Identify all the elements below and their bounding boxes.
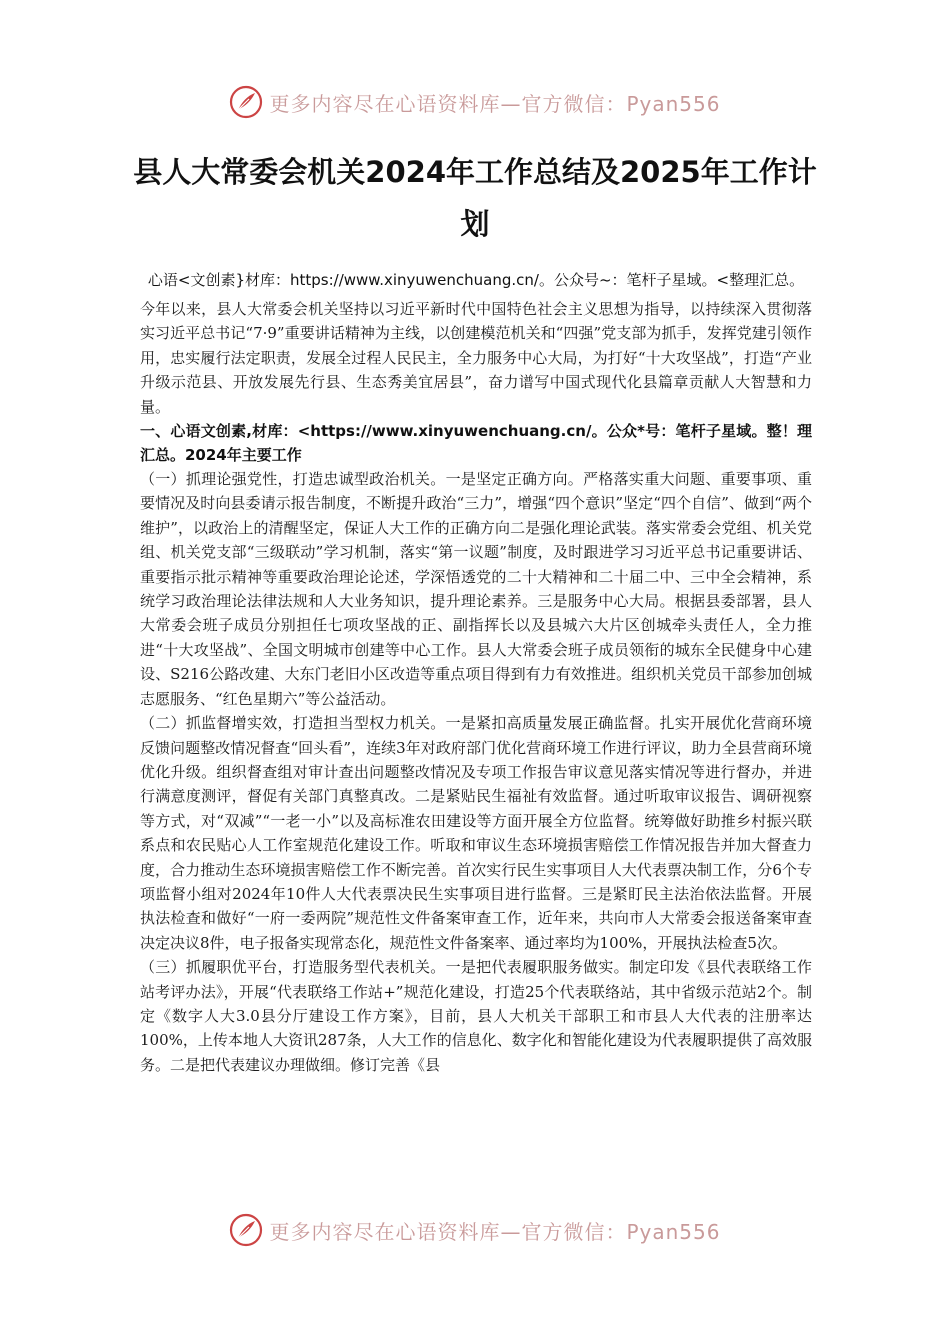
intro-paragraph: 今年以来，县人大常委会机关坚持以习近平新时代中国特色社会主义思想为指导，以持续深入贯彻落实习近平总书记“7·9”重要讲话精神为主线，以创建模范机关和“四强”党支部为抓手，发挥党建引领作用，忠实履行法定职责，发展全过程人民民主，全力服务中心大局，为打好“十大攻坚战”，打造“产业升级示范县、开放发展先行县、生态秀美宜居县”，奋力谱写中国式现代化县篇章贡献人大智慧和力量。 xyxy=(140,300,812,416)
body-paragraph: （一）抓理论强党性，打造忠诚型政治机关。一是坚定正确方向。严格落实重大问题、重要事项、重要情况及时向县委请示报告制度，不断提升政治“三力”，增强“四个意识”坚定“四个自信”、做到“两个维护”，以政治上的清醒坚定，保证人大工作的正确方向二是强化理论武装。落实常委会党组、机关党组、机关党支部“三级联动”学习机制，落实“第一议题”制度，及时跟进学习习近平总书记重要讲话、重要指示批示精神等重要政治理论论述，学深悟透党的二十大精神和二十届二中、三中全会精神，系统学习政治理论法律法规和人大业务知识，提升理论素养。三是服务中心大局。根据县委部署，县人大常委会班子成员分别担任七项攻坚战的正、副指挥长以及县城六大片区创城牵头责任人，全力推进“十大攻坚战”、全国文明城市创建等中心工作。县人大常委会班子成员领衔的城东全民健身中心建设、S216公路改建、大东门老旧小区改造等重点项目得到有力有效推进。组织机关党员干部参加创城志愿服务、“红色星期六”等公益活动。 xyxy=(140,470,812,708)
document-body xyxy=(140,268,812,1077)
feather-pen-logo-icon xyxy=(229,1213,263,1247)
watermark-text: 更多内容尽在心语资料库—官方微信：Pyan556 xyxy=(269,1219,721,1244)
watermark-banner-top xyxy=(0,80,950,124)
document-title: 县人大常委会机关2024年工作总结及2025年工作计划 xyxy=(133,155,817,241)
watermark-banner-bottom xyxy=(0,1208,950,1252)
source-note: 心语<文创素}材库：https://www.xinyuwenchuang.cn/。公众号~：笔杆子星域。<整理汇总。 xyxy=(147,271,805,289)
watermark-text: 更多内容尽在心语资料库—官方微信：Pyan556 xyxy=(269,91,721,116)
body-paragraph: （三）抓履职优平台，打造服务型代表机关。一是把代表履职服务做实。制定印发《县代表联络工作站考评办法》，开展“代表联络工作站+”规范化建设，打造25个代表联络站，其中省级示范站2个。制定《数字人大3.0县分厅建设工作方案》，目前，县人大机关干部职工和市县人大代表的注册率达100%，上传本地人大资讯287条，人大工作的信息化、数字化和智能化建设为代表履职提供了高效服务。二是把代表建议办理做细。修订完善《县 xyxy=(140,958,812,1074)
section-heading: 一、心语文创素,材库：<https://www.xinyuwenchuang.cn/。公众*号：笔杆子星域。整！理汇总。2024年主要工作 xyxy=(140,422,812,465)
feather-pen-logo-icon xyxy=(229,85,263,119)
body-paragraph: （二）抓监督增实效，打造担当型权力机关。一是紧扣高质量发展正确监督。扎实开展优化营商环境反馈问题整改情况督查“回头看”，连续3年对政府部门优化营商环境工作进行评议，助力全县营商环境优化升级。组织督查组对审计查出问题整改情况及专项工作报告审议意见落实情况等进行督办，并进行满意度测评，督促有关部门真整真改。二是紧贴民生福祉有效监督。通过听取审议报告、调研视察等方式，对“双减”“一老一小”以及高标准农田建设等方面开展全方位监督。统筹做好助推乡村振兴联系点和农民贴心人工作室规范化建设工作。听取和审议生态环境损害赔偿工作情况报告并加大督查力度，合力推动生态环境损害赔偿工作不断完善。首次实行民生实事项目人大代表票决制工作，分6个专项监督小组对2024年10件人大代表票决民生实事项目进行监督。三是紧盯民主法治依法监督。开展执法检查和做好“一府一委两院”规范性文件备案审查工作，近年来，共向市人大常委会报送备案审查决定决议8件，电子报备实现常态化，规范性文件备案率、通过率均为100%，开展执法检查5次。 xyxy=(140,714,812,952)
